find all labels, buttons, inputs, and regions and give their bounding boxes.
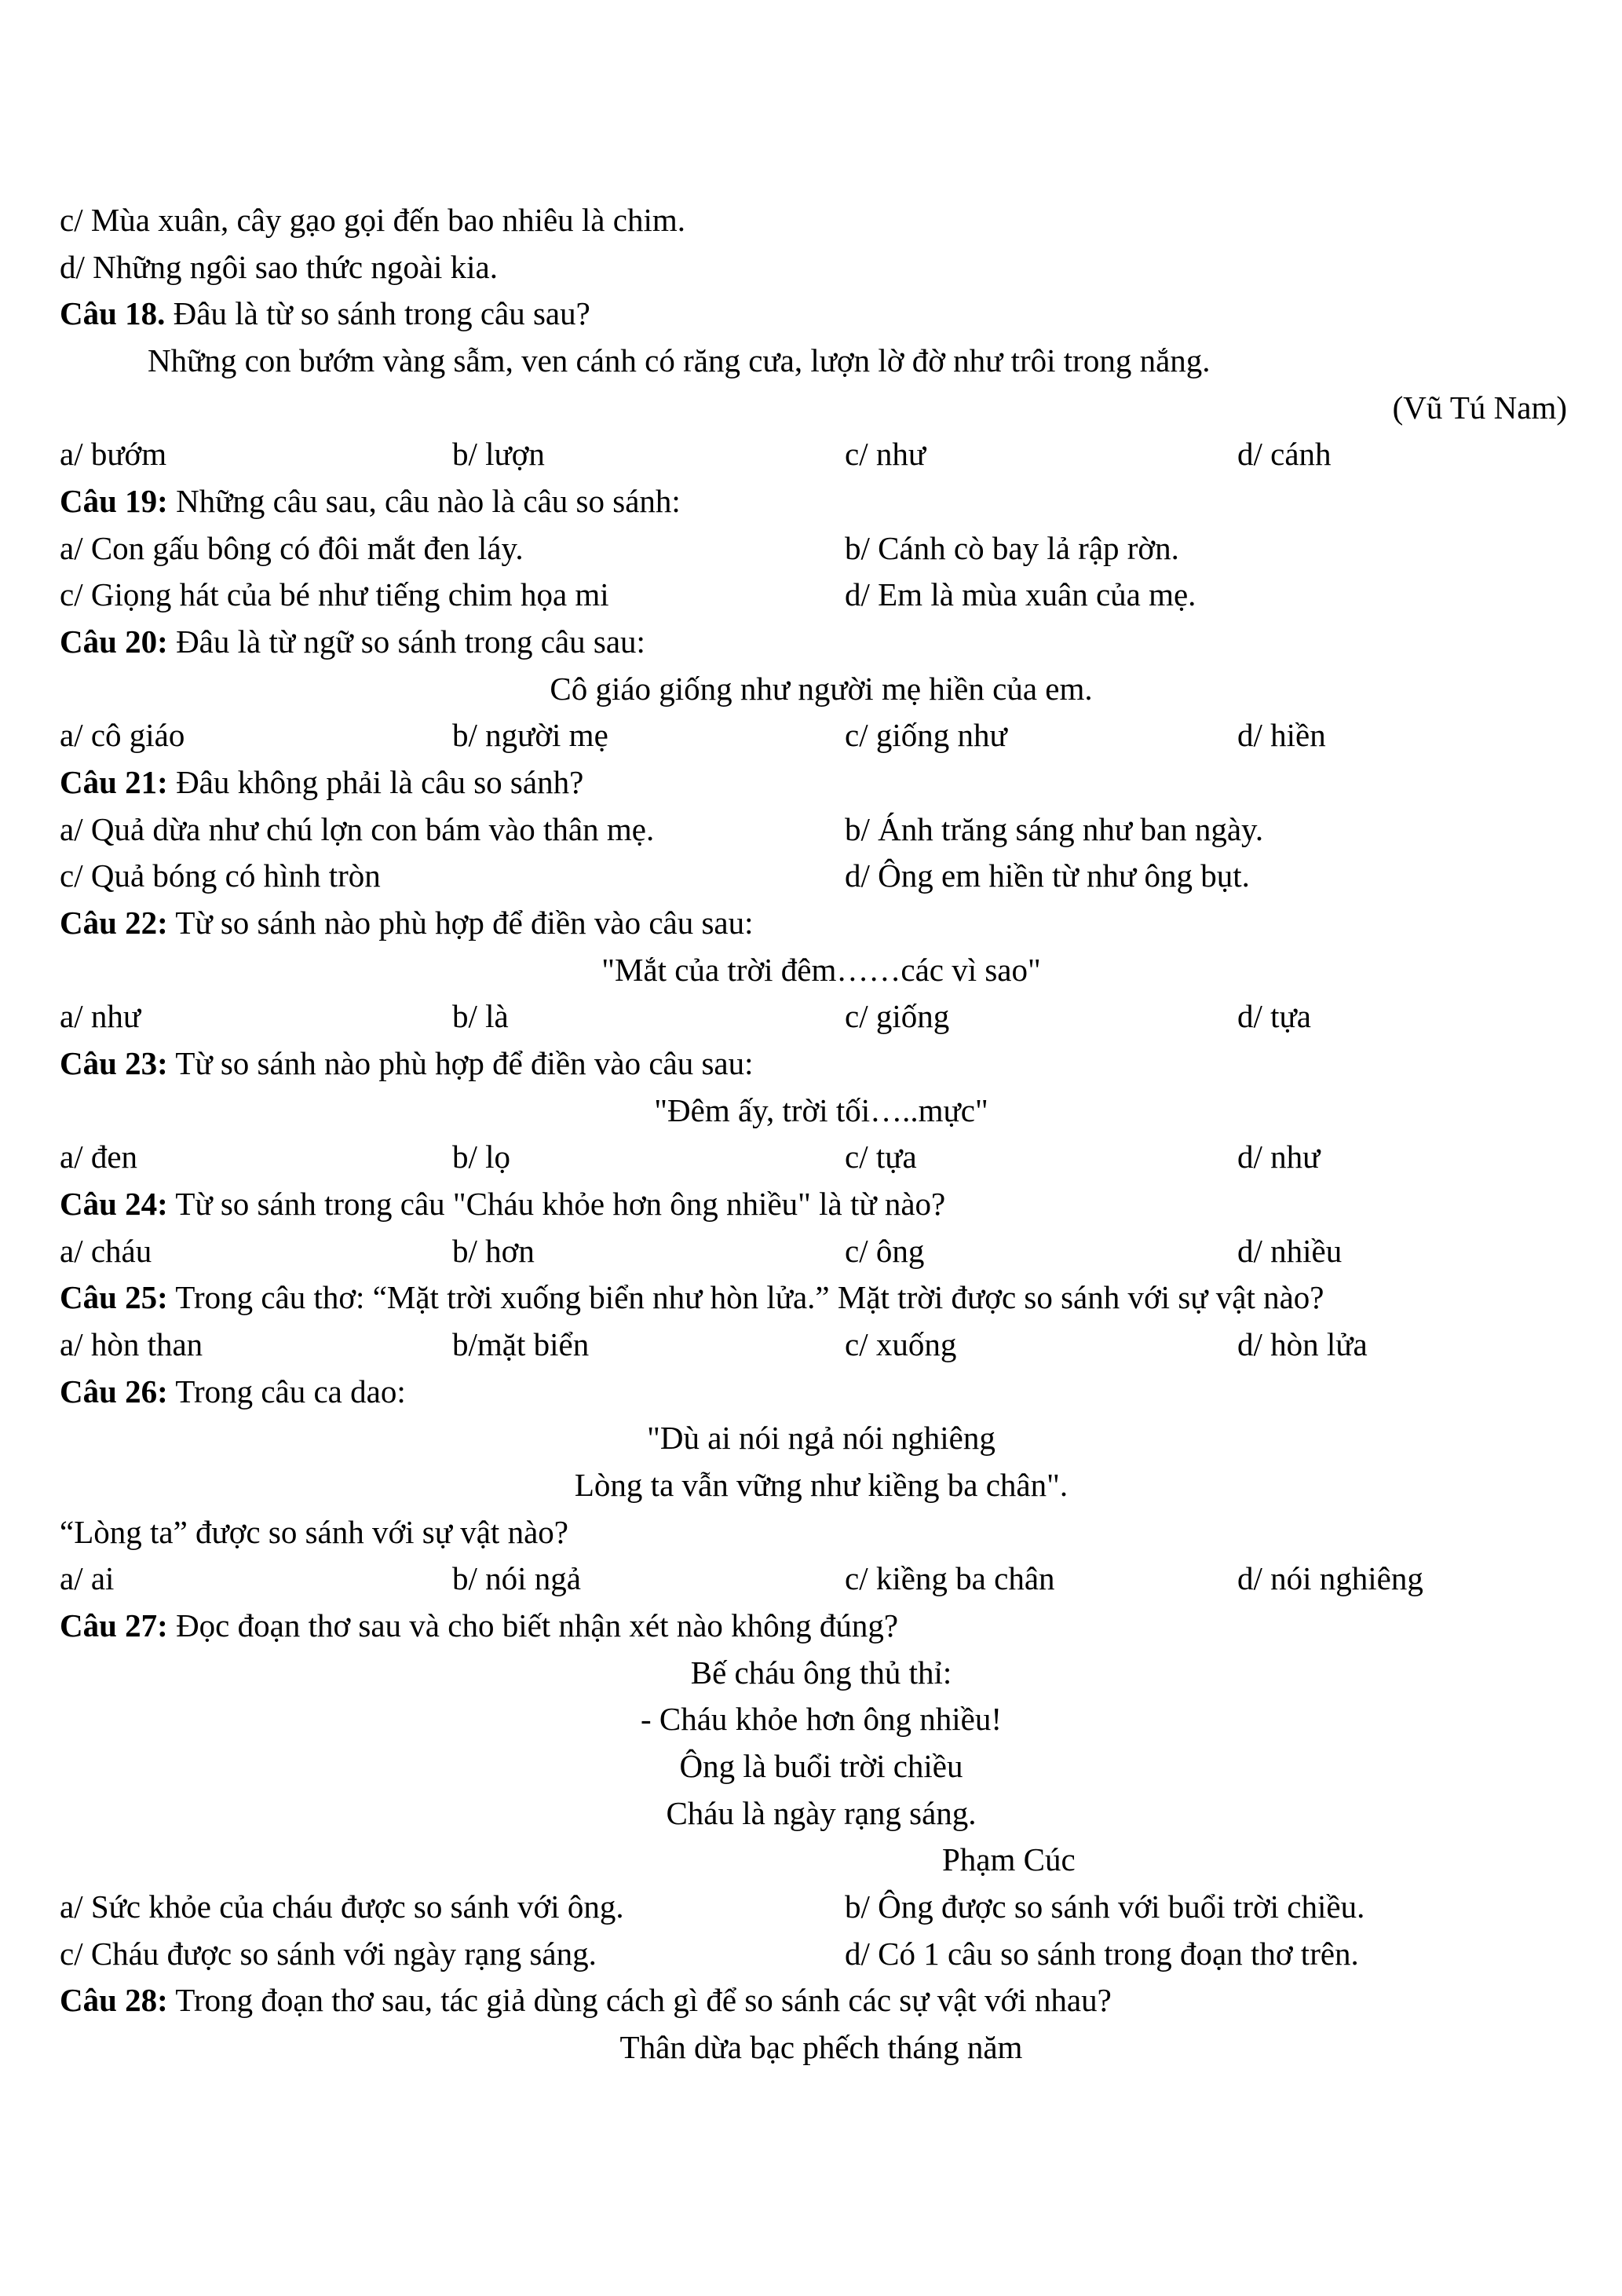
- option-a: a/ Sức khỏe của cháu được so sánh với ông.: [60, 1888, 624, 1925]
- option-d: d/ tựa: [1237, 998, 1311, 1034]
- option-a: a/ ai: [60, 1560, 115, 1596]
- option-d: d/ như: [1237, 1139, 1321, 1175]
- q19-options-row1: [60, 525, 1583, 572]
- option-c: c/ tựa: [845, 1139, 917, 1175]
- question-text: Đâu không phải là câu so sánh?: [167, 764, 584, 800]
- question-23: [60, 1040, 1583, 1087]
- question-21: [60, 759, 1583, 806]
- option-b: b/ người mẹ: [452, 717, 608, 753]
- option-c: c/ như: [845, 436, 926, 472]
- q18-quote: Những con bướm vàng sẫm, ven cánh có răng cưa, lượn lờ đờ như trôi trong nắng.: [148, 342, 1211, 378]
- option-a: a/ bướm: [60, 436, 167, 472]
- q27-poem-line1: Bế cháu ông thủ thỉ:: [690, 1654, 952, 1691]
- option-b: b/ lọ: [452, 1139, 511, 1175]
- option-c-intro: c/ Mùa xuân, cây gạo gọi đến bao nhiêu là chim.: [60, 202, 685, 238]
- option-b: b/ lượn: [452, 436, 545, 472]
- question-24: [60, 1180, 1583, 1227]
- question-27: [60, 1602, 1583, 1649]
- option-b: b/ Ông được so sánh với buổi trời chiều.: [845, 1888, 1365, 1925]
- question-label: Câu 28:: [60, 1982, 168, 2018]
- question-label: Câu 19:: [60, 483, 168, 519]
- q26-options: [60, 1555, 1583, 1602]
- option-c: c/ giống: [845, 998, 950, 1034]
- option-b: b/ nói ngả: [452, 1560, 581, 1596]
- question-25: [60, 1274, 1583, 1321]
- q26-quote-line1: "Dù ai nói ngả nói nghiêng: [647, 1420, 995, 1456]
- question-label: Câu 24:: [60, 1186, 168, 1222]
- question-label: Câu 25:: [60, 1279, 168, 1315]
- question-text: Đọc đoạn thơ sau và cho biết nhận xét nào không đúng?: [167, 1607, 899, 1643]
- question-19: [60, 477, 1583, 525]
- option-d: d/ nói nghiêng: [1237, 1560, 1423, 1596]
- q19-options-row2: [60, 571, 1583, 618]
- question-text: Từ so sánh trong câu "Cháu khỏe hơn ông nhiều" là từ nào?: [167, 1186, 946, 1222]
- q23-quote: "Đêm ấy, trời tối…..mực": [654, 1092, 988, 1128]
- option-a: a/ đen: [60, 1139, 138, 1175]
- q22-quote: "Mắt của trời đêm……các vì sao": [601, 952, 1041, 988]
- question-text: Trong câu thơ: “Mặt trời xuống biển như hòn lửa.” Mặt trời được so sánh với sự vật nào?: [167, 1279, 1324, 1315]
- q26-question: “Lòng ta” được so sánh với sự vật nào?: [60, 1514, 568, 1550]
- question-18: [60, 290, 1583, 337]
- question-text: Trong câu ca dao:: [167, 1373, 406, 1409]
- q27-author-row: [60, 1836, 1583, 1883]
- option-d: d/ Có 1 câu so sánh trong đoạn thơ trên.: [845, 1936, 1359, 1972]
- question-text: Trong đoạn thơ sau, tác giả dùng cách gì để so sánh các sự vật với nhau?: [167, 1982, 1112, 2018]
- option-a: a/ Quả dừa như chú lợn con bám vào thân mẹ.: [60, 811, 655, 847]
- question-28: [60, 1976, 1583, 2024]
- option-c: c/ giống như: [845, 717, 1007, 753]
- q18-author: (Vũ Tú Nam): [1392, 389, 1567, 426]
- option-a: a/ Con gấu bông có đôi mắt đen láy.: [60, 530, 524, 566]
- option-b: b/mặt biển: [452, 1326, 590, 1362]
- question-text: Đâu là từ so sánh trong câu sau?: [165, 295, 590, 331]
- option-d: d/ hòn lửa: [1237, 1326, 1368, 1362]
- question-label: Câu 26:: [60, 1373, 168, 1409]
- q28-poem-line1: Thân dừa bạc phếch tháng năm: [619, 2029, 1023, 2065]
- option-d-intro: d/ Những ngôi sao thức ngoài kia.: [60, 249, 499, 285]
- option-c: c/ ông: [845, 1233, 925, 1269]
- option-c: c/ Giọng hát của bé như tiếng chim họa mi: [60, 576, 609, 612]
- option-a: a/ như: [60, 998, 141, 1034]
- option-c: c/ Quả bóng có hình tròn: [60, 857, 381, 894]
- q20-quote: Cô giáo giống như người mẹ hiền của em.: [550, 671, 1093, 707]
- question-text: Từ so sánh nào phù hợp để điền vào câu sau:: [167, 905, 754, 941]
- q27-poem-line3: Ông là buổi trời chiều: [679, 1748, 963, 1784]
- question-label: Câu 21:: [60, 764, 168, 800]
- q22-options: [60, 993, 1583, 1040]
- option-b: b/ là: [452, 998, 509, 1034]
- option-a: a/ cháu: [60, 1233, 152, 1269]
- question-label: Câu 27:: [60, 1607, 168, 1643]
- question-label: Câu 18.: [60, 295, 166, 331]
- q27-author: Phạm Cúc: [942, 1841, 1076, 1877]
- q27-poem-line4: Cháu là ngày rạng sáng.: [666, 1795, 977, 1831]
- question-26: [60, 1368, 1583, 1415]
- option-c: c/ kiềng ba chân: [845, 1560, 1055, 1596]
- q27-options-row1: [60, 1883, 1583, 1930]
- question-label: Câu 22:: [60, 905, 168, 941]
- question-text: Từ so sánh nào phù hợp để điền vào câu sau:: [167, 1045, 754, 1081]
- question-label: Câu 23:: [60, 1045, 168, 1081]
- option-a: a/ hòn than: [60, 1326, 203, 1362]
- question-text: Đâu là từ ngữ so sánh trong câu sau:: [167, 623, 645, 660]
- q23-options: [60, 1133, 1583, 1180]
- question-20: [60, 618, 1583, 665]
- q26-quote-line2: Lòng ta vẫn vững như kiềng ba chân".: [574, 1467, 1069, 1503]
- q25-options: [60, 1321, 1583, 1368]
- question-label: Câu 20:: [60, 623, 168, 660]
- option-b: b/ hơn: [452, 1233, 535, 1269]
- option-d: d/ hiền: [1237, 717, 1326, 753]
- option-d: d/ Em là mùa xuân của mẹ.: [845, 576, 1196, 612]
- option-a: a/ cô giáo: [60, 717, 185, 753]
- option-b: b/ Cánh cò bay lả rập rờn.: [845, 530, 1179, 566]
- option-d: d/ nhiều: [1237, 1233, 1343, 1269]
- option-d: d/ cánh: [1237, 436, 1332, 472]
- question-text: Những câu sau, câu nào là câu so sánh:: [167, 483, 681, 519]
- option-b: b/ Ánh trăng sáng như ban ngày.: [845, 811, 1264, 847]
- question-22: [60, 899, 1583, 946]
- q20-options: [60, 711, 1583, 759]
- q27-options-row2: [60, 1930, 1583, 1977]
- q24-options: [60, 1227, 1583, 1274]
- q18-options: [60, 430, 1583, 477]
- q21-options-row2: [60, 852, 1583, 899]
- option-c: c/ Cháu được so sánh với ngày rạng sáng.: [60, 1936, 597, 1972]
- q27-poem-line2: - Cháu khỏe hơn ông nhiều!: [640, 1701, 1003, 1737]
- option-c: c/ xuống: [845, 1326, 957, 1362]
- option-d: d/ Ông em hiền từ như ông bụt.: [845, 857, 1250, 894]
- q21-options-row1: [60, 806, 1583, 853]
